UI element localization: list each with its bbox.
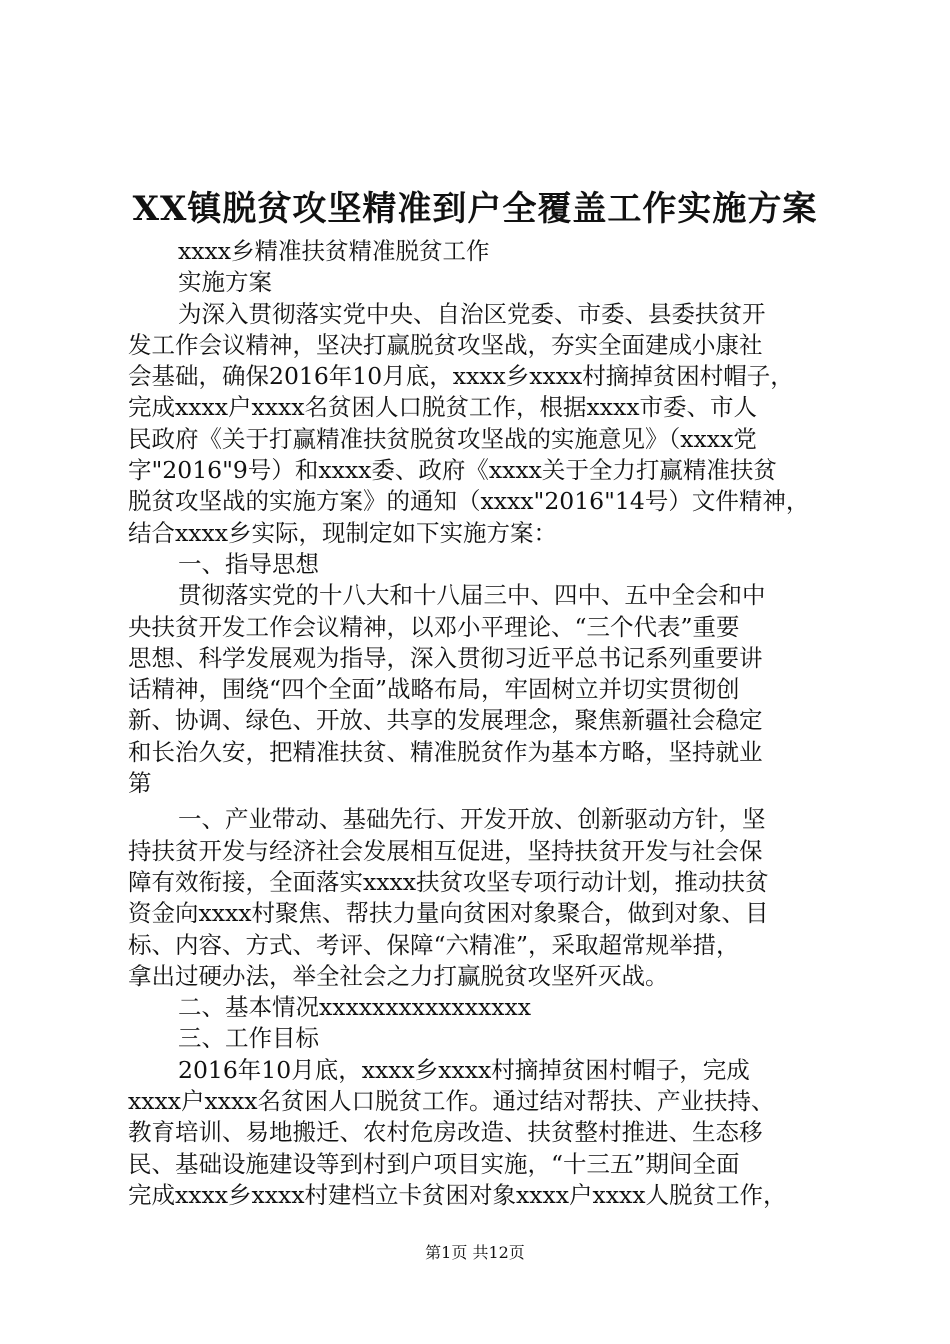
- text-line: 为深入贯彻落实党中央、自治区党委、市委、县委扶贫开: [178, 299, 766, 328]
- text-line: 民、基础设施建设等到村到户项目实施，“十三五”期间全面: [128, 1149, 740, 1178]
- document-title: XX镇脱贫攻坚精准到户全覆盖工作实施方案: [132, 189, 818, 229]
- text-line: 完成xxxx户xxxx名贫困人口脱贫工作，根据xxxx市委、市人: [128, 393, 758, 422]
- text-line: 央扶贫开发工作会议精神，以邓小平理论、“三个代表”重要: [128, 612, 740, 641]
- text-line: 会基础，确保2016年10月底，xxxx乡xxxx村摘掉贫困村帽子，: [128, 362, 794, 391]
- text-line: 一、指导思想: [178, 549, 319, 578]
- text-line: 二、基本情况xxxxxxxxxxxxxxxx: [178, 993, 532, 1022]
- text-line: 和长治久安，把精准扶贫、精准脱贫作为基本方略，坚持就业: [128, 737, 763, 766]
- text-line: 脱贫攻坚战的实施方案》的通知（xxxx"2016"14号）文件精神，: [128, 487, 810, 516]
- page-footer: 第1页 共12页: [425, 1243, 525, 1262]
- text-line: 一、产业带动、基础先行、开发开放、创新驱动方针，坚: [178, 805, 766, 834]
- text-line: 第: [128, 769, 152, 798]
- text-line: 障有效衔接，全面落实xxxx扶贫攻坚专项行动计划，推动扶贫: [128, 867, 769, 896]
- text-line: xxxx户xxxx名贫困人口脱贫工作。通过结对帮扶、产业扶持、: [128, 1087, 775, 1116]
- text-line: 三、工作目标: [178, 1024, 319, 1053]
- text-line: 标、内容、方式、考评、保障“六精准”，采取超常规举措，: [128, 930, 740, 959]
- text-line: 新、协调、绿色、开放、共享的发展理念，聚焦新疆社会稳定: [128, 706, 763, 735]
- text-line: 话精神，围绕“四个全面”战略布局，牢固树立并切实贯彻创: [128, 675, 740, 704]
- text-line: 2016年10月底，xxxx乡xxxx村摘掉贫困村帽子，完成: [178, 1055, 750, 1084]
- text-line: 拿出过硬办法，举全社会之力打赢脱贫攻坚歼灭战。: [128, 961, 669, 990]
- text-line: 思想、科学发展观为指导，深入贯彻习近平总书记系列重要讲: [128, 643, 763, 672]
- text-line: 字"2016"9号）和xxxx委、政府《xxxx关于全力打赢精准扶贫: [128, 456, 777, 485]
- text-line: 结合xxxx乡实际，现制定如下实施方案：: [128, 518, 558, 547]
- text-line: 资金向xxxx村聚焦、帮扶力量向贫困对象聚合，做到对象、目: [128, 899, 769, 928]
- text-line: xxxx乡精准扶贫精准脱贫工作: [178, 237, 490, 265]
- text-line: 教育培训、易地搬迁、农村危房改造、扶贫整村推进、生态移: [128, 1118, 763, 1147]
- text-line: 民政府《关于打赢精准扶贫脱贫攻坚战的实施意见》（xxxx党: [128, 424, 757, 453]
- text-line: 贯彻落实党的十八大和十八届三中、四中、五中全会和中: [178, 581, 766, 610]
- text-line: 发工作会议精神，坚决打赢脱贫攻坚战，夯实全面建成小康社: [128, 330, 763, 359]
- text-line: 实施方案: [178, 268, 272, 297]
- text-line: 完成xxxx乡xxxx村建档立卡贫困对象xxxx户xxxx人脱贫工作，: [128, 1180, 787, 1209]
- text-line: 持扶贫开发与经济社会发展相互促进，坚持扶贫开发与社会保: [128, 836, 763, 865]
- document-body: [128, 236, 836, 1211]
